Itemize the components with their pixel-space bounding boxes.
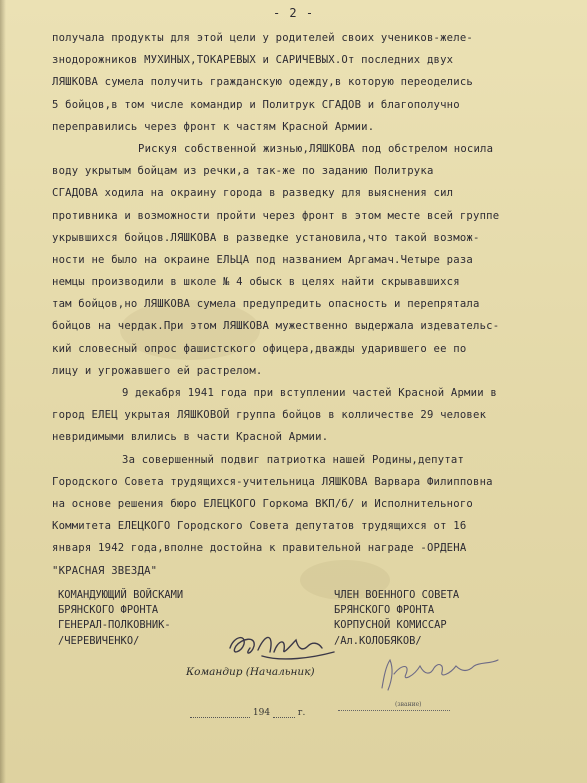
document-line: ЛЯШКОВА сумела получить гражданскую одежду,в которую переоделись bbox=[52, 76, 473, 89]
document-line: город ЕЛЕЦ укрытая ЛЯШКОВОЙ группа бойцов в колличестве 29 человек bbox=[52, 409, 487, 422]
rank-caption: (звание) bbox=[395, 701, 422, 708]
document-body bbox=[52, 27, 572, 582]
document-line: переправились через фронт к частям Красной Армии. bbox=[52, 120, 375, 133]
document-line: "КРАСНАЯ ЗВЕЗДА" bbox=[52, 564, 158, 577]
page-number: - 2 - bbox=[272, 6, 315, 20]
document-line: невридимыми влились в части Красной Армии. bbox=[52, 431, 329, 444]
signatory-right-line: БРЯНСКОГО ФРОНТА bbox=[334, 604, 435, 617]
document-line: января 1942 года,вполне достойна к правительной награде -ОРДЕНА bbox=[52, 542, 467, 555]
document-line: СГАДОВА ходила на окраину города в разведку для выяснения сил bbox=[52, 187, 454, 200]
document-line: там бойцов,но ЛЯШКОВА сумела предупредить опасность и перепрятала bbox=[52, 298, 480, 311]
signatory-left-line: /ЧЕРЕВИЧЕНКО/ bbox=[58, 634, 140, 647]
signatory-left bbox=[58, 588, 183, 649]
date-blank bbox=[190, 709, 250, 718]
document-line: Коммитета ЕЛЕЦКОГО Городского Совета депутатов трудящихся от 16 bbox=[52, 520, 467, 533]
document-line: на основе решения бюро ЕЛЕЦКОГО Горкома ВКП/б/ и Исполнительного bbox=[52, 497, 473, 510]
year-suffix: г. bbox=[297, 708, 306, 718]
year-blank bbox=[273, 709, 295, 718]
signatory-right-line: ЧЛЕН ВОЕННОГО СОВЕТА bbox=[334, 589, 460, 601]
document-line: укрывшихся бойцов.ЛЯШКОВА в разведке установила,что такой возмож- bbox=[52, 231, 480, 244]
signatory-left-line: КОМАНДУЮЩИЙ ВОЙСКАМИ bbox=[58, 589, 184, 601]
document-line: противника и возможности пройти через фронт в этом месте всей группе bbox=[52, 209, 500, 222]
document-line: лицу и угрожавшего ей растрелом. bbox=[52, 364, 263, 377]
document-line: Рискуя собственной жизнью,ЛЯШКОВА под обстрелом носила bbox=[138, 142, 494, 155]
document-line: немцы производили в школе № 4 обыск в целях найти скрывавшихся bbox=[52, 276, 460, 289]
document-line: кий словесный опрос фашистского офицера,дважды ударившего ее по bbox=[52, 342, 467, 355]
handwritten-signature-left bbox=[222, 626, 342, 666]
document-line: бойцов на чердак.При этом ЛЯШКОВА мужественно выдержала издевательс- bbox=[52, 320, 500, 333]
document-line: Городского Совета трудящихся-учительница ЛЯШКОВА Варвара Филипповна bbox=[52, 475, 493, 488]
document-line: воду укрытым бойцам из речки,а так-же по заданию Политрука bbox=[52, 165, 434, 178]
document-line: знодорожников МУХИНЫХ,ТОКАРЕВЫХ и САРИЧЕВЫХ.От последних двух bbox=[52, 54, 454, 67]
date-row bbox=[190, 708, 450, 718]
document-line: получала продукты для этой цели у родителей своих учеников-желе- bbox=[52, 32, 473, 44]
document-line: ности не было на окраине ЕЛЬЦА под названием Аргамач.Четыре раза bbox=[52, 253, 473, 266]
year-prefix: 194 bbox=[252, 708, 271, 718]
document-line: 5 бойцов,в том числе командир и Политрук СГАДОВ и благополучно bbox=[52, 98, 460, 111]
signatory-right bbox=[334, 588, 459, 649]
signatory-right-line: КОРПУСНОЙ КОМИССАР bbox=[334, 619, 447, 632]
document-line: 9 декабря 1941 года при вступлении частей Красной Армии в bbox=[122, 387, 497, 399]
page-edge-shadow bbox=[0, 0, 6, 783]
signatory-right-line: /Ал.КОЛОБЯКОВ/ bbox=[334, 634, 422, 647]
signatory-left-line: БРЯНСКОГО ФРОНТА bbox=[58, 604, 159, 617]
commander-label: Командир (Начальник) bbox=[186, 666, 315, 678]
document-line: За совершенный подвиг патриотка нашей Родины,депутат bbox=[122, 453, 465, 466]
handwritten-signature-right bbox=[372, 650, 522, 698]
signatory-left-line: ГЕНЕРАЛ-ПОЛКОВНИК- bbox=[58, 619, 171, 632]
